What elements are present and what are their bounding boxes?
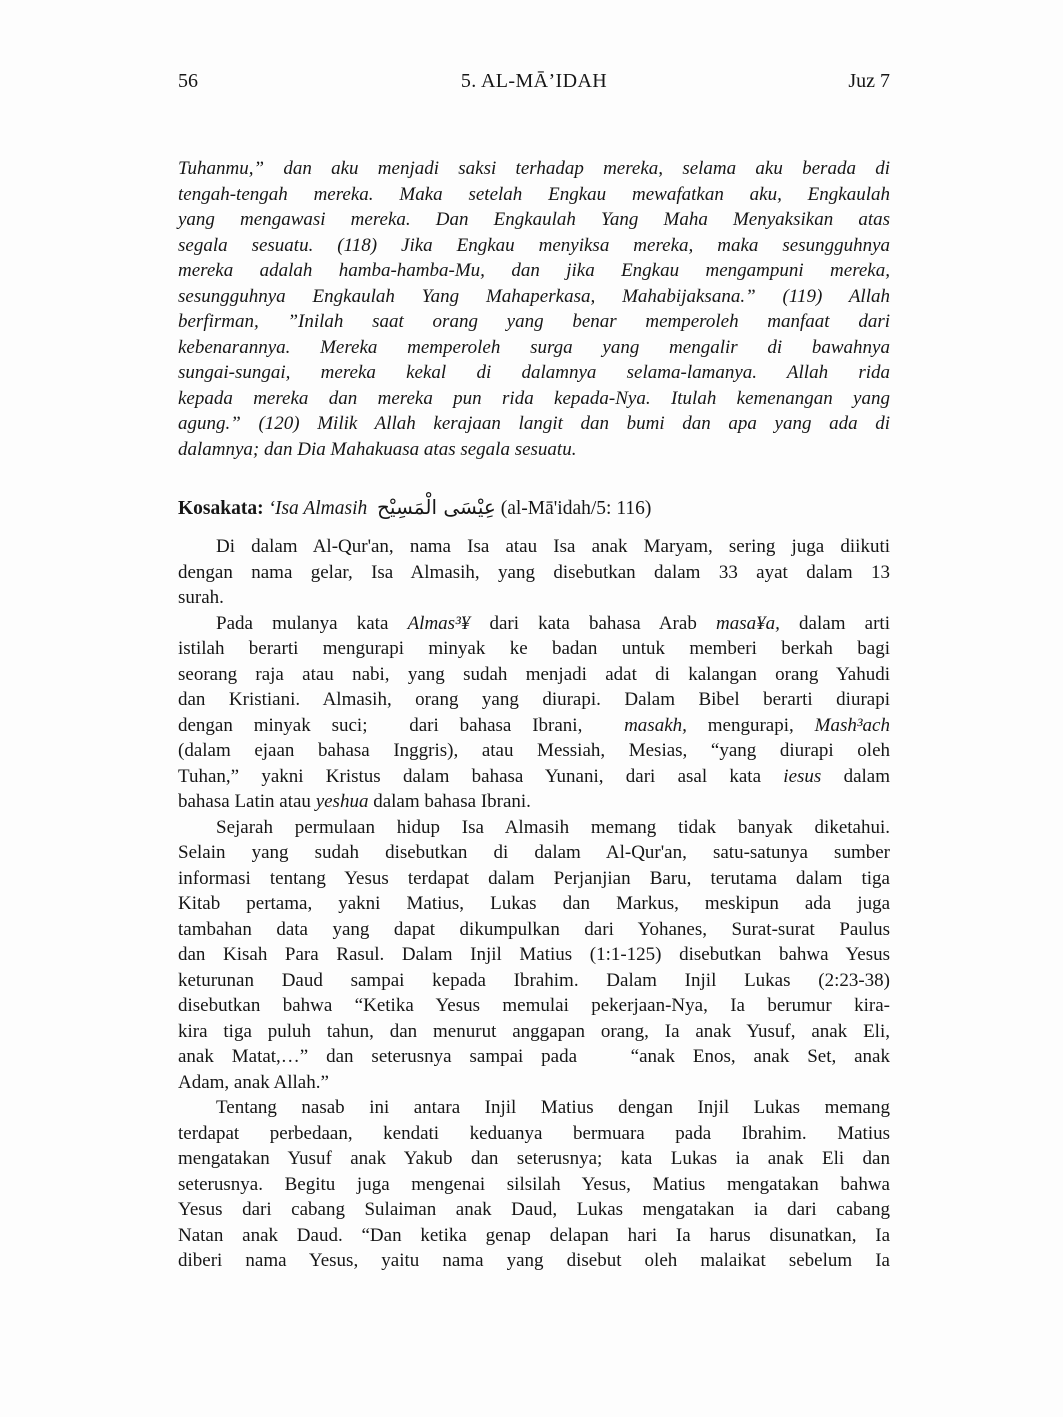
text-line	[178, 1197, 890, 1223]
text-run: dari kata bahasa Arab	[470, 612, 716, 634]
text-line	[178, 258, 890, 284]
text-line	[178, 917, 890, 943]
text-line	[178, 284, 890, 310]
text-run: disebutkan bahwa “Ketika Yesus memulai pekerjaan-Nya, Ia berumur kira-	[178, 995, 890, 1016]
text-line	[178, 534, 890, 560]
text-run: Di dalam Al-Qur'an, nama Isa atau Isa anak Maryam, sering juga diikuti	[216, 536, 890, 557]
text-run: istilah berarti mengurapi minyak ke badan untuk memberi berkah bagi	[178, 638, 890, 659]
text-run: yeshua	[315, 791, 369, 812]
text-line	[178, 840, 890, 866]
text-run: dalam bahasa Ibrani.	[368, 791, 531, 812]
text-run: terdapat perbedaan, kendati keduanya bermuara pada Ibrahim. Matius	[178, 1122, 890, 1144]
text-run: kebenarannya. Mereka memperoleh surga yang mengalir di bawahnya	[178, 336, 890, 358]
document-body	[178, 156, 890, 1274]
text-run: Kitab pertama, yakni Matius, Lukas dan Markus, meskipun ada juga	[178, 893, 890, 914]
body-paragraph	[178, 611, 890, 815]
text-line	[178, 182, 890, 208]
text-run: Selain yang sudah disebutkan di dalam Al-Qur'an, satu-satunya sumber	[178, 842, 890, 863]
page-header	[178, 68, 890, 94]
text-run: ‘Isa Almasih	[268, 498, 368, 519]
text-run: seterusnya. Begitu juga mengenai silsilah Yesus, Matius mengatakan bahwa	[178, 1173, 890, 1195]
text-line	[178, 335, 890, 361]
text-run: (dalam ejaan bahasa Inggris), atau Messiah, Mesias, “yang diurapi oleh	[178, 740, 890, 761]
text-line	[178, 156, 890, 182]
page-number: 56	[178, 70, 198, 92]
text-line	[178, 611, 890, 637]
text-run: Tuhanmu,” dan aku menjadi saksi terhadap mereka, selama aku berada di	[178, 158, 890, 179]
text-run: Adam, anak Allah.”	[178, 1071, 329, 1093]
text-run: Yesus dari cabang Sulaiman anak Daud, Lukas mengatakan ia dari cabang	[178, 1199, 890, 1220]
text-run: mengatakan Yusuf anak Yakub dan seterusnya; kata Lukas ia anak Eli dan	[178, 1148, 890, 1169]
text-run: sesungguhnya Engkaulah Yang Mahaperkasa, Mahabijaksana.” (119) Allah	[178, 285, 890, 307]
text-line	[178, 764, 890, 790]
text-line	[178, 1172, 890, 1198]
text-run: kira tiga puluh tahun, dan menurut anggapan orang, Ia anak Yusuf, anak Eli,	[178, 1020, 890, 1042]
text-run: iesus	[783, 765, 822, 787]
text-run: diberi nama Yesus, yaitu nama yang disebut oleh malaikat sebelum Ia	[178, 1250, 890, 1271]
text-run: Sejarah permulaan hidup Isa Almasih memang tidak banyak diketahui.	[216, 816, 890, 838]
body-paragraph	[178, 534, 890, 611]
text-run: Tentang nasab ini antara Injil Matius dengan Injil Lukas memang	[216, 1097, 890, 1118]
translation-paragraph	[178, 156, 890, 462]
text-line	[178, 411, 890, 437]
text-run: Mash³ach	[814, 714, 890, 736]
text-line	[178, 815, 890, 841]
text-line	[178, 585, 890, 611]
text-run: dan Kristiani. Almasih, orang yang diurapi. Dalam Bibel berarti diurapi	[178, 689, 890, 710]
text-line	[178, 490, 890, 526]
text-run: yang mengawasi mereka. Dan Engkaulah Yang Maha Menyaksikan atas	[178, 209, 890, 230]
text-run: anak Matat,…” dan seterusnya sampai pada “anak Enos, anak Set, anak	[178, 1046, 890, 1067]
text-line	[178, 662, 890, 688]
text-line	[178, 968, 890, 994]
text-run: berfirman, ”Inilah saat orang yang benar memperoleh manfaat dari	[178, 311, 890, 332]
text-run: sungai-sungai, mereka kekal di dalamnya selama-lamanya. Allah rida	[178, 362, 890, 383]
text-line	[178, 789, 890, 815]
text-run: (al-Mā'idah/5: 116)	[495, 498, 652, 519]
text-line	[178, 309, 890, 335]
text-run: keturunan Daud sampai kepada Ibrahim. Dalam Injil Lukas (2:23-38)	[178, 969, 890, 991]
text-run: Tuhan,” yakni Kristus dalam bahasa Yunani, dari asal kata	[178, 765, 784, 787]
text-line	[178, 738, 890, 764]
text-line	[178, 993, 890, 1019]
text-run: dengan minyak suci; dari bahasa Ibrani,	[178, 714, 625, 736]
text-run: agung.” (120) Milik Allah kerajaan langit dan bumi dan apa yang ada di	[178, 413, 890, 434]
text-run: Almas³¥	[407, 612, 471, 634]
text-run: dalam	[821, 765, 890, 787]
text-run: informasi tentang Yesus terdapat dalam Perjanjian Baru, terutama dalam tiga	[178, 867, 890, 889]
text-line	[178, 1019, 890, 1045]
juz-label: Juz 7	[848, 70, 890, 92]
text-line	[178, 360, 890, 386]
text-run: dengan nama gelar, Isa Almasih, yang disebutkan dalam 33 ayat dalam 13	[178, 561, 890, 583]
text-line	[178, 386, 890, 412]
text-run: Natan anak Daud. “Dan ketika genap delapan hari Ia harus disunatkan, Ia	[178, 1224, 890, 1246]
surah-title: 5. AL-MĀ’IDAH	[460, 70, 608, 92]
text-line	[178, 560, 890, 586]
text-line	[178, 891, 890, 917]
text-run: mengurapi,	[686, 714, 815, 736]
text-line	[178, 1095, 890, 1121]
text-run	[367, 498, 377, 519]
text-run: dalamnya; dan Dia Mahakuasa atas segala sesuatu.	[178, 438, 577, 460]
text-run: Pada mulanya kata	[216, 612, 408, 634]
text-run: tambahan data yang dapat dikumpulkan dari Yohanes, Surat-surat Paulus	[178, 918, 890, 940]
text-line	[178, 1121, 890, 1147]
text-line	[178, 1044, 890, 1070]
text-line	[178, 713, 890, 739]
text-line	[178, 1248, 890, 1274]
text-line	[178, 866, 890, 892]
body-paragraph	[178, 815, 890, 1096]
text-line	[178, 1070, 890, 1096]
text-run: mereka adalah hamba-hamba-Mu, dan jika Engkau mengampuni mereka,	[178, 260, 890, 281]
kosakata-heading	[178, 490, 890, 526]
text-run: kepada mereka dan mereka pun rida kepada-Nya. Itulah kemenangan yang	[178, 387, 890, 409]
arabic-text: عِيْسَى الْمَسِيْح	[377, 495, 496, 519]
text-line	[178, 687, 890, 713]
text-line	[178, 636, 890, 662]
text-line	[178, 437, 890, 463]
text-line	[178, 1146, 890, 1172]
text-line	[178, 1223, 890, 1249]
text-run: masa¥a,	[716, 612, 780, 634]
text-run: Kosakata:	[178, 498, 269, 519]
text-run: dan Kisah Para Rasul. Dalam Injil Matius (1:1-125) disebutkan bahwa Yesus	[178, 944, 890, 965]
text-line	[178, 207, 890, 233]
text-line	[178, 233, 890, 259]
text-run: segala sesuatu. (118) Jika Engkau menyiksa mereka, maka sesungguhnya	[178, 234, 890, 256]
text-run: seorang raja atau nabi, yang sudah menjadi adat di kalangan orang Yahudi	[178, 663, 890, 685]
text-run: bahasa Latin atau	[178, 791, 316, 812]
text-run: surah.	[178, 587, 224, 608]
text-run: dalam arti	[779, 612, 890, 634]
text-run: tengah-tengah mereka. Maka setelah Engkau mewafatkan aku, Engkaulah	[178, 183, 890, 205]
text-line	[178, 942, 890, 968]
body-paragraph	[178, 1095, 890, 1274]
text-run: masakh,	[624, 714, 687, 736]
